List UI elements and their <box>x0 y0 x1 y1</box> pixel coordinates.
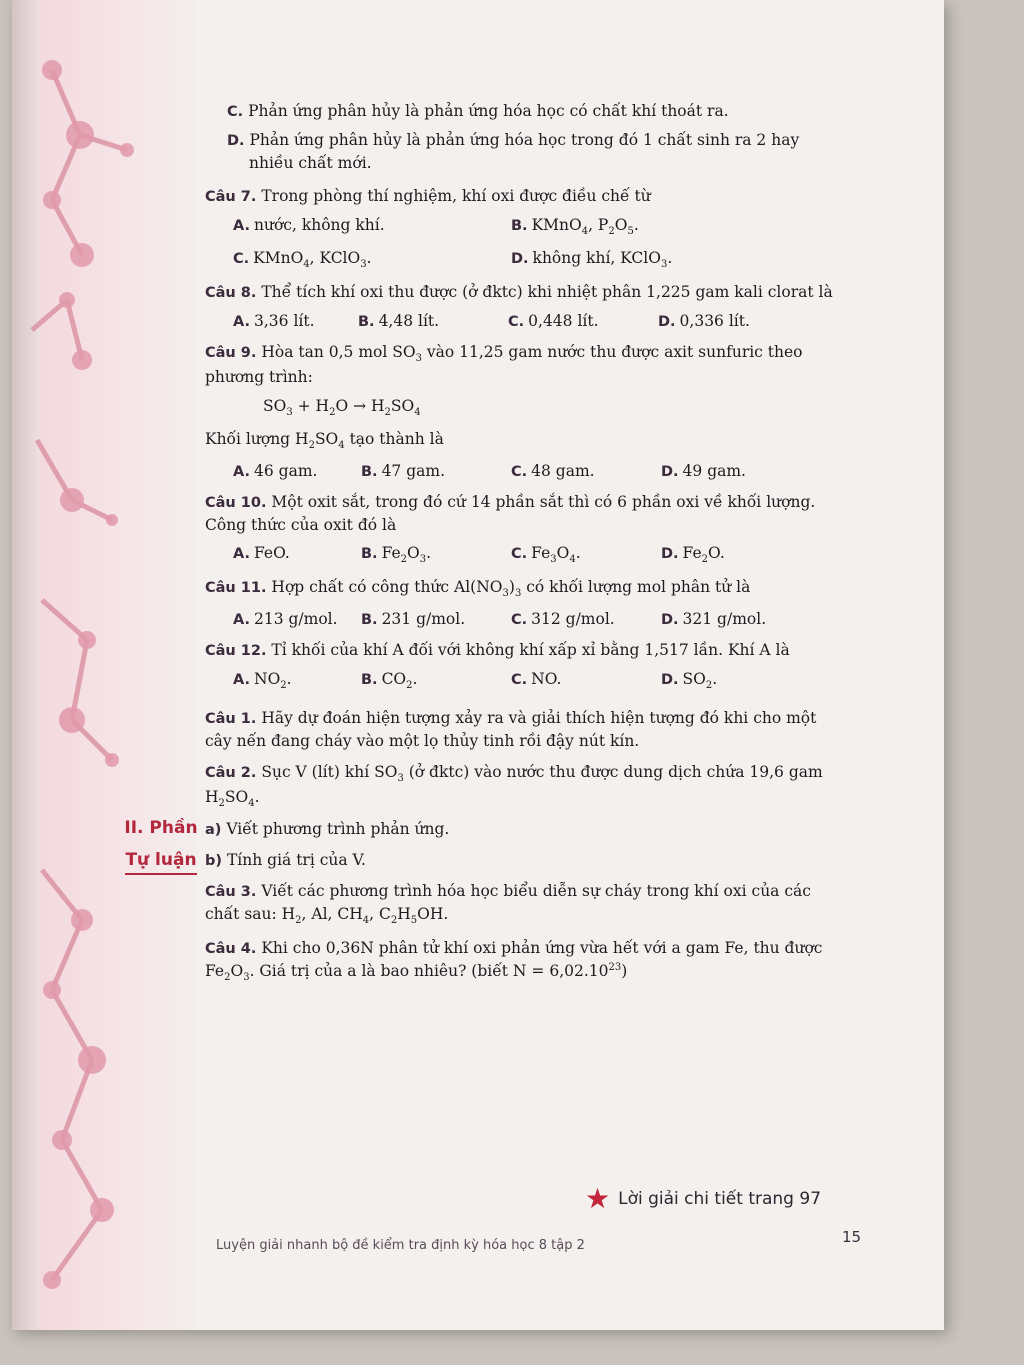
q8-option-d: D. 0,336 lít. <box>658 311 750 330</box>
q10-option-a: A. FeO. <box>233 544 290 563</box>
q10-option-b: B. $Fe_2O_3$. <box>361 544 432 566</box>
section-label-line1: II. Phần <box>124 818 198 838</box>
question-9: Câu 9. Hòa tan 0,5 mol $SO_3$ vào 11,25 gam nước thu được axit sunfuric theo phương trình: <box>205 342 803 387</box>
q7-option-b: B. KMnO$_4$, $P_2O_5$. <box>511 215 639 237</box>
q9-option-d: D. 49 gam. <box>661 461 746 480</box>
star-icon: ★ <box>585 1182 611 1215</box>
q11-options <box>233 608 845 631</box>
section-label-essay <box>115 812 207 877</box>
q12-option-d: D. $SO_2$. <box>661 669 718 691</box>
q7-options-row1 <box>233 214 845 240</box>
page-content <box>205 100 845 991</box>
q9-option-a: A. 46 gam. <box>233 461 318 480</box>
q9-equation: $SO_3 + H_2O \to H_2SO_4$ <box>263 396 421 418</box>
q11-option-a: A. 213 g/mol. <box>233 609 338 628</box>
q10-option-c: C. $Fe_3O_4$. <box>511 544 581 566</box>
q9-followup: Khối lượng $H_2SO_4$ tạo thành là <box>205 430 444 452</box>
q7-options-row2 <box>233 247 845 273</box>
molecule-decoration-icon <box>12 0 197 1330</box>
q9-option-c: C. 48 gam. <box>511 461 595 480</box>
q8-option-c: C. 0,448 lít. <box>508 311 599 330</box>
q11-option-c: C. 312 g/mol. <box>511 609 615 628</box>
question-8: Câu 8. Thể tích khí oxi thu được (ở đktc) khi nhiệt phân 1,225 gam kali clorat là <box>205 282 833 301</box>
q8-options <box>233 310 845 333</box>
option-c-top: C. Phản ứng phân hủy là phản ứng hóa học có chất khí thoát ra. <box>227 102 729 120</box>
q7-option-d: D. không khí, KClO$_3$. <box>511 249 673 271</box>
essay-question-2a: a) Viết phương trình phản ứng. <box>205 819 450 838</box>
q10-options <box>233 542 845 568</box>
section-label-line2: Tự luận <box>125 850 196 875</box>
q12-option-a: A. $NO_2$. <box>233 669 292 691</box>
solution-note <box>585 1182 822 1215</box>
option-d-top: D. Phản ứng phân hủy là phản ứng hóa học trong đó 1 chất sinh ra 2 hay nhiều chất mới. <box>227 131 800 173</box>
question-12: Câu 12. Tỉ khối của khí A đối với không khí xấp xỉ bằng 1,517 lần. Khí A là <box>205 640 790 659</box>
q9-option-b: B. 47 gam. <box>361 461 446 480</box>
q7-option-c: C. KMnO$_4$, KClO$_3$. <box>233 249 372 271</box>
q8-option-a: A. 3,36 lít. <box>233 311 315 330</box>
q11-option-d: D. 321 g/mol. <box>661 609 767 628</box>
essay-question-2: Câu 2. Sục V (lít) khí $SO_3$ (ở đktc) vào nước thu được dung dịch chứa 19,6 gam $H_2SO_4$. <box>205 762 823 810</box>
q12-option-c: C. NO. <box>511 669 562 688</box>
q11-option-b: B. 231 g/mol. <box>361 609 466 628</box>
essay-question-1: Câu 1. Hãy dự đoán hiện tượng xảy ra và giải thích hiện tượng đó khi cho một cây nến đang cháy vào một lọ thủy tinh rồi đậy nút kín. <box>205 709 817 751</box>
essay-question-2b: b) Tính giá trị của V. <box>205 850 366 869</box>
question-11: Câu 11. Hợp chất có công thức $Al(NO_3)_3$ có khối lượng mol phân tử là <box>205 578 751 600</box>
q9-options <box>233 460 845 483</box>
essay-question-3: Câu 3. Viết các phương trình hóa học biểu diễn sự cháy trong khí oxi của các chất sau: $H_2$, Al, $CH_4$, $C_2H_5OH$. <box>205 882 811 927</box>
q12-option-b: B. $CO_2$. <box>361 669 418 691</box>
essay-question-4: Câu 4. Khi cho 0,36N phân tử khí oxi phản ứng vừa hết với a gam Fe, thu được $Fe_2O_3$. Giá trị của a là bao nhiêu? (biết $N = 6,02.10^{23}$) <box>205 938 823 983</box>
page-footer: Luyện giải nhanh bộ đề kiểm tra định kỳ hóa học 8 tập 2 <box>216 1238 585 1253</box>
q12-options <box>233 668 845 694</box>
question-7: Câu 7. Trong phòng thí nghiệm, khí oxi được điều chế từ <box>205 186 651 205</box>
question-10: Câu 10. Một oxit sắt, trong đó cứ 14 phần sắt thì có 6 phần oxi về khối lượng. Công thức của oxit đó là <box>205 493 816 535</box>
q8-option-b: B. 4,48 lít. <box>358 311 440 330</box>
q7-option-a: A. nước, không khí. <box>233 215 385 234</box>
solution-note-text: Lời giải chi tiết trang 97 <box>618 1189 822 1209</box>
q10-option-d: D. $Fe_2O$. <box>661 544 725 566</box>
page-number: 15 <box>842 1228 862 1246</box>
